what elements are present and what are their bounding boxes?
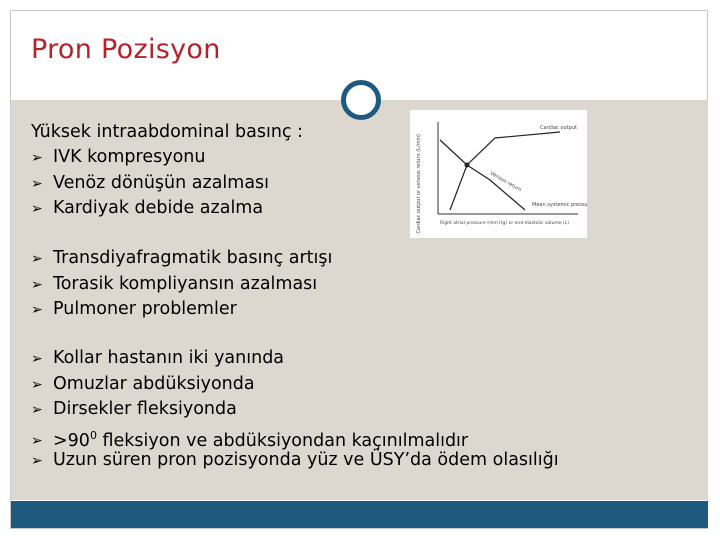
arrow-bullet-icon: ➢ [31,150,43,166]
bottom-accent-bar [11,501,708,528]
list-group-3 [31,346,559,474]
list-item: ➢ $>90^0$ fleksiyon ve abdüksiyondan kaçınılmalıdır [31,423,559,449]
slide-title: Pron Pozisyon [31,34,221,65]
ring-ornament-icon [341,80,381,120]
list-item: ➢ Uzun süren pron pozisyonda yüz ve ÜSY’da ödem olasılığı [31,448,559,474]
list-item: ➢ Omuzlar abdüksiyonda [31,372,559,398]
cardiac-venous-figure [410,110,587,238]
arrow-bullet-icon: ➢ [31,276,43,293]
arrow-bullet-icon: ➢ [31,302,43,318]
list-item: ➢ Dirsekler fleksiyonda [31,397,559,423]
list-item: ➢ Torasik kompliyansın azalması [31,272,332,298]
list-item: ➢ Pulmoner problemler [31,297,332,323]
list-item: ➢ Transdiyafragmatik basınç artışı [31,246,332,272]
arrow-bullet-icon: ➢ [31,175,43,192]
list-group-2 [31,246,332,323]
cardiac-output-curve [450,132,560,210]
figure-xlabel: Right atrial pressure (mm Hg) or end-diastolic volume (L) [440,221,569,226]
equilibrium-point [465,163,470,168]
figure-svg [410,110,587,238]
label-cardiac-output: Cardiac output [540,125,577,131]
arrow-bullet-icon: ➢ [31,351,43,367]
arrow-bullet-icon: ➢ [31,376,43,393]
arrow-bullet-icon: ➢ [31,251,43,267]
arrow-bullet-icon: ➢ [31,201,43,217]
list-item: ➢ IVK kompresyonu [31,145,269,171]
list-item: ➢ Kollar hastanın iki yanında [31,346,559,372]
arrow-bullet-icon: ➢ [31,433,43,450]
list-group-1 [31,145,269,222]
arrow-bullet-icon: ➢ [31,453,43,469]
heading-intraabdominal: Yüksek intraabdominal basınç : [31,122,304,142]
label-venous-return: Venous return [489,170,523,194]
list-item: ➢ Venöz dönüşün azalması [31,171,269,197]
label-mean-systemic: Mean systemic pressure [532,202,587,208]
figure-ylabel: Cardiac output or venous return (L/min) [416,134,422,234]
list-item: ➢ Kardiyak debide azalma [31,196,269,222]
arrow-bullet-icon: ➢ [31,402,43,418]
